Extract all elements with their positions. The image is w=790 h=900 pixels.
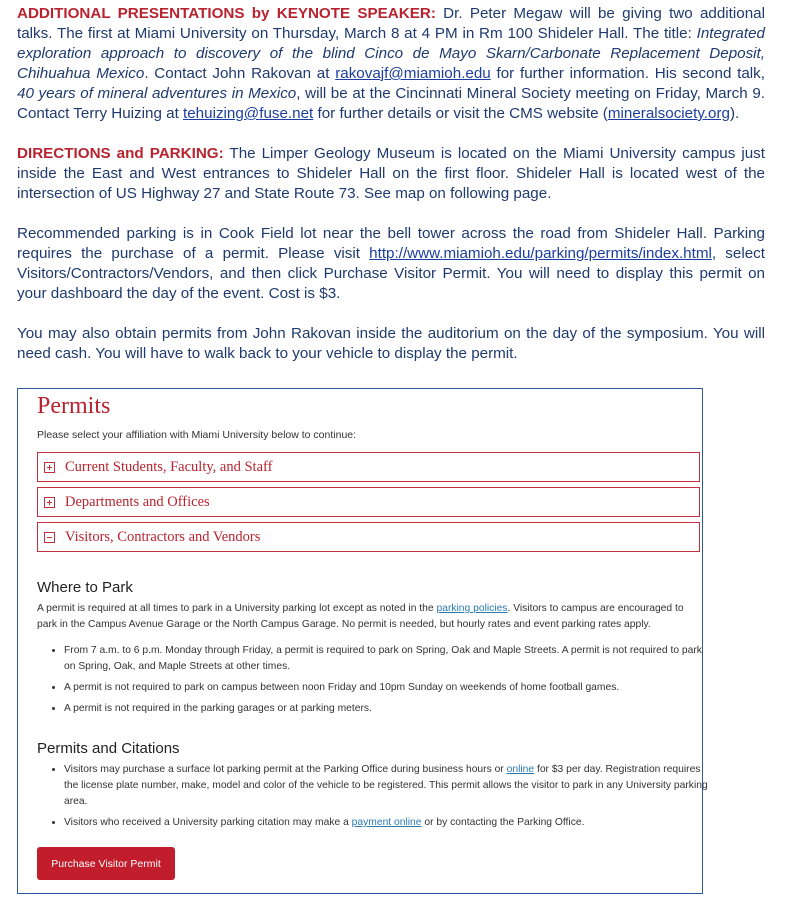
plus-icon xyxy=(44,462,55,473)
accordion-label: Departments and Offices xyxy=(65,493,210,510)
list-item xyxy=(64,762,709,810)
permits-citations-list xyxy=(48,762,709,836)
list-item: • From 7 a.m. to 6 p.m. Monday through Friday, a permit is required to park on Spring, Oak and Maple Streets. A permit is not required to park on Spring, Oak, and Maple Streets at other times. xyxy=(64,643,709,675)
accordion-label: Current Students, Faculty, and Staff xyxy=(65,458,273,475)
text-run: Recommended parking is in Cook Field lot near the bell tower across the road from Shideler Hall. Parking requires the purchase of a permit. Please visit xyxy=(17,225,765,262)
text-run: . Contact John Rakovan at xyxy=(144,65,336,82)
presentations-paragraph xyxy=(17,4,765,124)
text-run: Visitors who received a University parking citation may make a xyxy=(64,817,352,828)
where-to-park-heading: Where to Park xyxy=(37,579,133,596)
text-run: or by contacting the Parking Office. xyxy=(421,817,585,828)
text-run: , will be at the Cincinnati Mineral Society meeting on Friday, March 9. Contact Terry Huizing at xyxy=(17,85,765,122)
text-run: . Visitors to campus are encouraged to park in the Campus Avenue Garage or the North Campus Garage. No permit is needed, but hourly rates and event parking rates apply. xyxy=(37,603,684,630)
plus-icon xyxy=(44,497,55,508)
permits-url-link[interactable]: http://www.miamioh.edu/parking/permits/index.html xyxy=(369,245,712,262)
permits-citations-heading: Permits and Citations xyxy=(37,740,180,757)
text-run: A permit is required at all times to park in a University parking lot except as noted in the xyxy=(37,603,437,614)
permits-title: Permits xyxy=(37,393,111,419)
directions-paragraph xyxy=(17,144,765,204)
directions-heading: DIRECTIONS and PARKING: xyxy=(17,145,224,162)
permits-intro: Please select your affiliation with Miami University below to continue: xyxy=(37,429,357,441)
text-run: for further information. His second talk, xyxy=(490,65,765,82)
list-item: • A permit is not required to park on campus between noon Friday and 10pm Sunday on weekends of home football games. xyxy=(64,680,709,696)
parking-policies-link[interactable]: parking policies xyxy=(436,603,508,614)
text-run: Dr. Peter Megaw will be giving two additional talks. The first at Miami University on Thursday, March 8 at 4 PM in Rm 100 Shideler Hall. The title: xyxy=(17,5,765,42)
where-to-park-list xyxy=(48,643,709,722)
text-run: The Limper Geology Museum is located on the Miami University campus just inside the East and West entrances to Shideler Hall on the first floor. Shideler Hall is located west of the intersection of US Highway 27 and State Route 73. See map on following page. xyxy=(17,145,765,202)
online-link[interactable]: online xyxy=(506,764,535,775)
email-link-rakovan[interactable]: rakovajf@miamioh.edu xyxy=(335,65,491,82)
text-run: for $3 per day. Registration requires the license plate number, make, model and color of the vehicle to be registered. This permit allows the visitor to park in any University parking area. xyxy=(64,764,708,807)
cash-paragraph: You may also obtain permits from John Rakovan inside the auditorium on the day of the symposium. You will need cash. You will have to walk back to your vehicle to display the permit. xyxy=(17,325,765,362)
talk-title-2: 40 years of mineral adventures in Mexico xyxy=(17,85,297,102)
cms-website-link[interactable]: mineralsociety.org xyxy=(607,105,730,122)
document-body xyxy=(17,4,765,384)
presentations-heading: ADDITIONAL PRESENTATIONS by KEYNOTE SPEAKER: xyxy=(17,5,436,22)
accordion-students-faculty-staff[interactable] xyxy=(37,452,700,482)
text-run: , select Visitors/Contractors/Vendors, and then click Purchase Visitor Permit. You will need to display this permit on your dashboard the day of the event. Cost is $3. xyxy=(17,245,765,302)
text-run: ). xyxy=(729,105,740,122)
accordion-visitors-contractors-vendors[interactable] xyxy=(37,522,700,552)
email-link-huizing[interactable]: tehuizing@fuse.net xyxy=(183,105,314,122)
list-item: • A permit is not required in the parking garages or at parking meters. xyxy=(64,701,709,717)
text-run: Visitors may purchase a surface lot parking permit at the Parking Office during business hours or xyxy=(64,764,507,775)
accordion-label: Visitors, Contractors and Vendors xyxy=(65,528,261,545)
parking-paragraph xyxy=(17,224,765,304)
where-to-park-text xyxy=(37,601,702,633)
minus-icon xyxy=(44,532,55,543)
text-run: for further details or visit the CMS website ( xyxy=(313,105,608,122)
permits-screenshot-panel xyxy=(17,388,708,894)
accordion-departments-offices[interactable] xyxy=(37,487,700,517)
payment-online-link[interactable]: payment online xyxy=(351,817,422,828)
purchase-visitor-permit-button[interactable]: Purchase Visitor Permit xyxy=(37,847,175,880)
talk-title-1: Integrated exploration approach to discovery of the blind Cinco de Mayo Skarn/Carbonate Replacement Deposit, Chihuahua Mexico xyxy=(17,25,765,82)
list-item xyxy=(64,815,709,831)
